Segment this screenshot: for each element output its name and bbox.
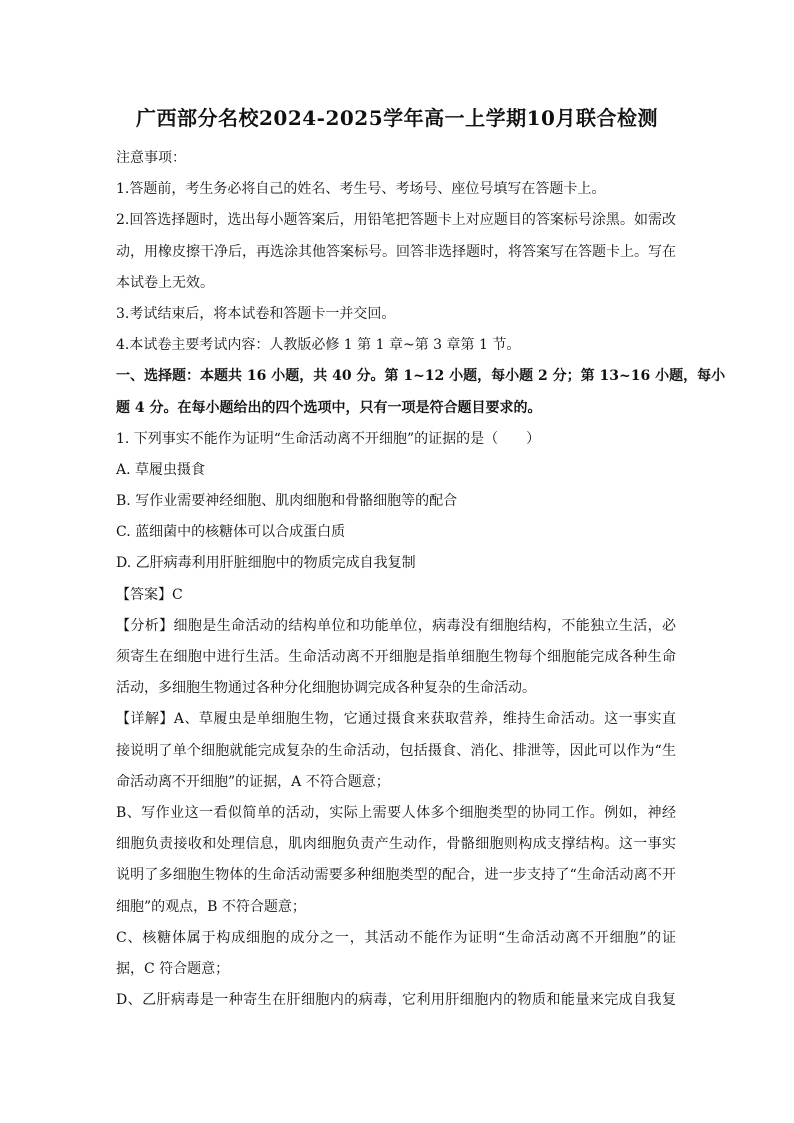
document-body: [116, 143, 726, 1016]
detail-line-1: 【详解】A、草履虫是单细胞生物，它通过摄食来获取营养，维持生命活动。这一事实直: [116, 711, 676, 728]
question-1-option-a: A. 草履虫摄食: [116, 461, 206, 478]
detail-line-5: 细胞负责接收和处理信息，肌肉细胞负责产生动作，骨骼细胞则构成支撑结构。这一事实: [116, 836, 676, 853]
detail-line-7: 细胞”的观点，B 不符合题意；: [116, 898, 306, 915]
notice-item-1: 1.答题前，考生务必将自己的姓名、考生号、考场号、座位号填写在答题卡上。: [116, 181, 606, 198]
detail-line-6: 说明了多细胞生物体的生命活动需要多种细胞类型的配合，进一步支持了“生命活动离不开: [116, 867, 676, 884]
notice-item-2-line-2: 动，用橡皮擦干净后，再选涂其他答案标号。回答非选择题时，将答案写在答题卡上。写在: [116, 243, 676, 260]
question-1-option-b: B. 写作业需要神经细胞、肌肉细胞和骨骼细胞等的配合: [116, 493, 458, 510]
detail-line-10: D、乙肝病毒是一种寄生在肝细胞内的病毒，它利用肝细胞内的物质和能量来完成自我复: [116, 992, 676, 1009]
question-1-option-c: C. 蓝细菌中的核糖体可以合成蛋白质: [116, 524, 346, 541]
detail-line-3: 命活动离不开细胞”的证据，A 不符合题意；: [116, 773, 390, 790]
notice-item-3: 3.考试结束后，将本试卷和答题卡一并交回。: [116, 305, 396, 322]
detail-line-4: B、写作业这一看似简单的活动，实际上需要人体多个细胞类型的协同工作。例如，神经: [116, 804, 676, 821]
page-title: 广西部分名校2024-2025学年高一上学期10月联合检测: [136, 106, 658, 130]
question-1-option-d: D. 乙肝病毒利用肝脏细胞中的物质完成自我复制: [116, 555, 416, 572]
notice-heading: 注意事项：: [116, 150, 186, 166]
question-1-stem: 1. 下列事实不能作为证明“生命活动离不开细胞”的证据的是（ ）: [116, 430, 541, 447]
notice-item-2-line-1: 2.回答选择题时，选出每小题答案后，用铅笔把答题卡上对应题目的答案标号涂黑。如需改: [116, 212, 676, 229]
notice-item-2-line-3: 本试卷上无效。: [116, 274, 214, 291]
analysis-line-1: 【分析】细胞是生命活动的结构单位和功能单位，病毒没有细胞结构，不能独立生活，必: [116, 617, 676, 634]
detail-line-8: C、核糖体属于构成细胞的成分之一，其活动不能作为证明“生命活动离不开细胞”的证: [116, 929, 676, 946]
analysis-line-3: 活动，多细胞生物通过各种分化细胞协调完成各种复杂的生命活动。: [116, 680, 536, 697]
detail-line-2: 接说明了单个细胞就能完成复杂的生命活动，包括摄食、消化、排泄等，因此可以作为“生: [116, 742, 676, 759]
analysis-line-2: 须寄生在细胞中进行生活。生命活动离不开细胞是指单细胞生物每个细胞能完成各种生命: [116, 649, 676, 665]
detail-line-9: 据，C 符合题意；: [116, 960, 230, 977]
question-1-answer: 【答案】C: [116, 586, 183, 603]
notice-item-4: 4.本试卷主要考试内容：人教版必修 1 第 1 章~第 3 章第 1 节。: [116, 337, 521, 354]
section-heading-line-1: 一、选择题：本题共 16 小题，共 40 分。第 1~12 小题，每小题 2 分；第 13~16 小题，每小: [116, 368, 726, 385]
section-heading-line-2: 题 4 分。在每小题给出的四个选项中，只有一项是符合题目要求的。: [116, 399, 542, 416]
